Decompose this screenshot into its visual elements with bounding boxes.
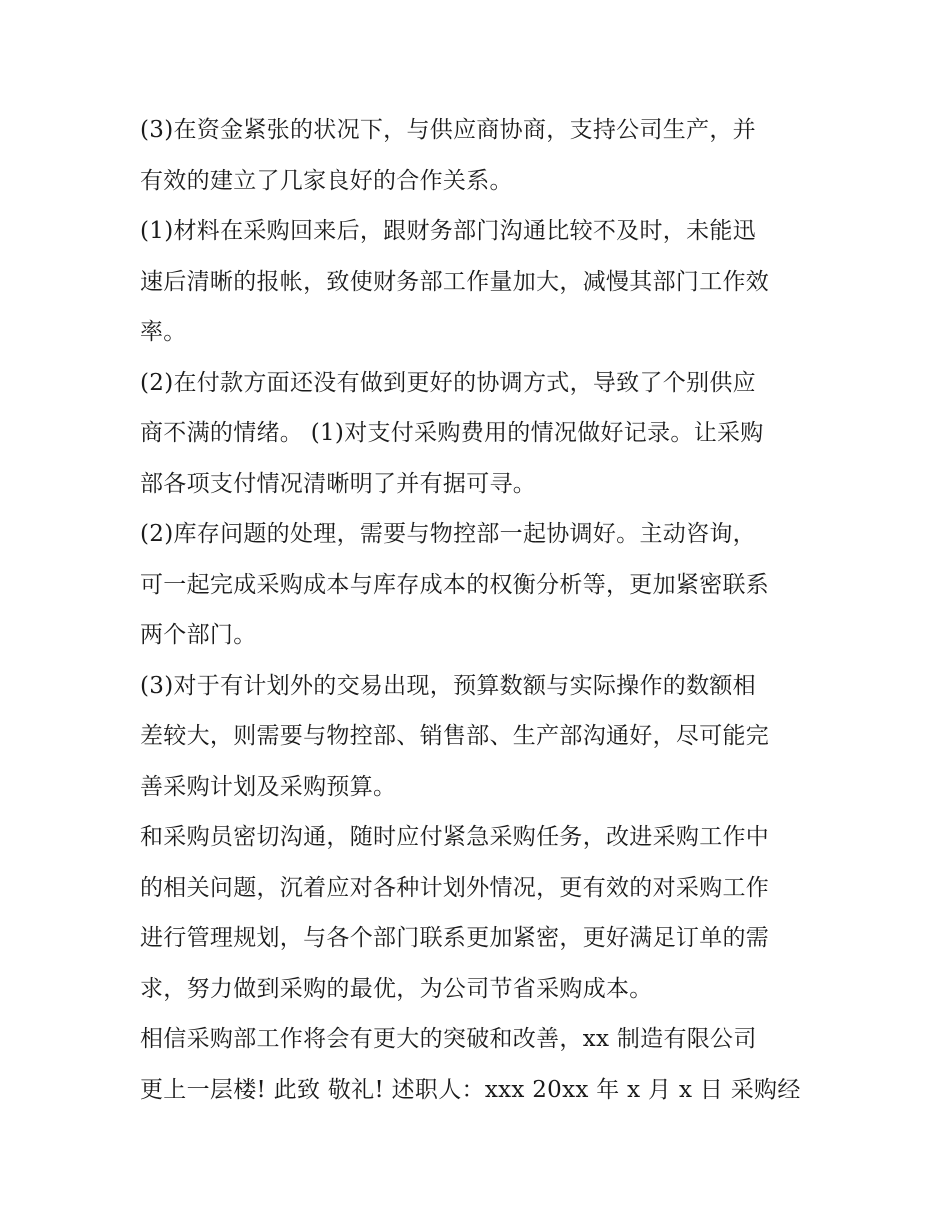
paragraph: 和采购员密切沟通，随时应付紧急采购任务，改进采购工作中 的相关问题，沉着应对各种计划外情况，更有效的对采购工作 进行管理规划，与各个部门联系更加紧密，更好满足订单的需 求，努力做到采购的最优，为公司节省采购成本。 [140,824,770,1002]
paragraph: (2)库存问题的处理，需要与物控部一起协调好。主动咨询， 可一起完成采购成本与库存成本的权衡分析等，更加紧密联系 两个部门。 [140,521,770,648]
paragraph: (2)在付款方面还没有做到更好的协调方式，导致了个别供应 商不满的情绪。 (1)对支付采购费用的情况做好记录。让采购 部各项支付情况清晰明了并有据可寻。 [140,369,764,497]
paragraph: (3)对于有计划外的交易出现，预算数额与实际操作的数额相 差较大，则需要与物控部、销售部、生产部沟通好，尽可能完 善采购计划及采购预算。 [140,672,770,800]
paragraph: 相信采购部工作将会有更大的突破和改善，xx 制造有限公司 更上一层楼! 此致 敬礼! 述职人：xxx 20xx 年 x 月 x 日 采购经 [140,1026,801,1103]
paragraph: (3)在资金紧张的状况下，与供应商协商，支持公司生产，并 有效的建立了几家良好的合作关系。 [140,117,756,194]
document-body [140,105,820,1115]
paragraph: (1)材料在采购回来后，跟财务部门沟通比较不及时，未能迅 速后清晰的报帐，致使财务部工作量加大，减慢其部门工作效 率。 [140,218,770,345]
